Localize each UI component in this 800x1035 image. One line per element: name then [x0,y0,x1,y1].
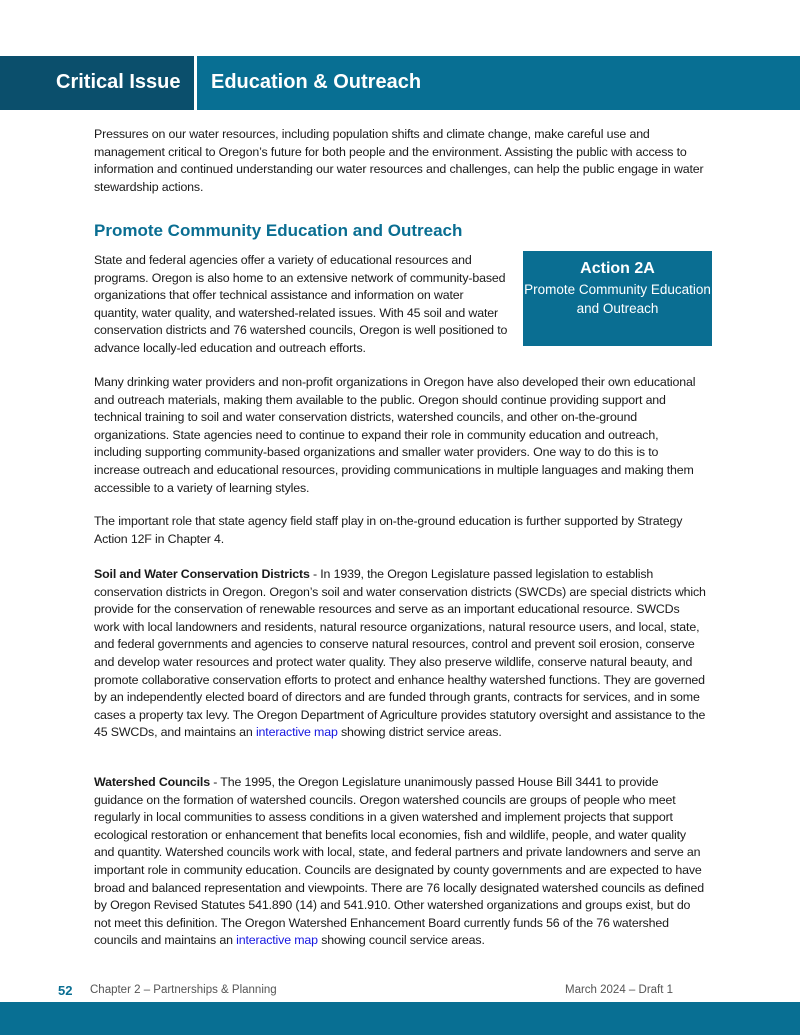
watershed-councils-paragraph [94,774,706,950]
header-label-box [0,56,194,110]
page-number: 52 [58,983,73,998]
paragraph-3: The important role that state agency field staff play in on-the-ground education is further supported by Strategy Action 12F in Chapter 4. [94,514,683,546]
swcd-body: - In 1939, the Oregon Legislature passed legislation to establish conservation districts in Oregon. Oregon’s soil and water conservation districts (SWCDs) are special districts which provide for the conservation of renewable resources and serve as an important educational resource. SWCDs work with local landowners and residents, natural resource organizations, natural resource users, and local, state, and federal governments and agencies to conserve natural resources, control and prevent soil erosion, conserve and develop water resources and protect water quality. They also preserve wildlife, conserve natural beauty, and promote collaborative conservation efforts to protect and enhance healthy watershed functions. They are governed by an independently elected board of directors and are funded through grants, contracts for services, and in some cases a property tax levy. The Oregon Department of Agriculture provides statutory oversight and assistance to the 45 SWCDs, and maintains an [94,567,706,740]
swcd-interactive-map-link[interactable]: interactive map [255,725,338,740]
swcd-term: Soil and Water Conservation Districts [94,567,310,581]
section-heading: Promote Community Education and Outreach [94,221,463,240]
wc-body: - The 1995, the Oregon Legislature unanimously passed House Bill 3441 to provide guidance on the formation of watershed councils. Oregon watershed councils are groups of people who meet regularly in local communities to assess conditions in a given watershed and implement projects that support ecological restoration or enhancement that benefits local economies, fish and wildlife, people, and water quality and quantity. Watershed councils work with local, state, and federal partners and private landowners and serve an important role in community education. Councils are designated by county governments and are expected to have broad and balanced representation and viewpoints. There are 76 locally designated watershed councils as defined by Oregon Revised Statutes 541.890 (14) and 541.910. Other watershed organizations and groups exist, but do not meet this definition. The Oregon Watershed Enhancement Board currently funds 56 of the 76 watershed councils and maintains an [94,775,704,948]
action-subtitle: Promote Community Education and Outreach [524,282,711,316]
swcd-paragraph [94,566,706,742]
paragraph-2: Many drinking water providers and non-profit organizations in Oregon have also developed their own educational and outreach materials, making them available to the public. Oregon should continue providing support and technical training to soil and water conservation districts, watershed councils, and other on-the-ground organizations. State agencies need to continue to expand their role in community education and outreach, including supporting community-based organizations and smaller water providers. One way to do this is to increase outreach and educational resources, providing communications in multiple languages and making them accessible to a variety of learning styles. [94,375,696,495]
footer-band [0,1002,800,1035]
action-title: Action 2A [580,260,655,277]
header-label: Critical Issue [56,71,181,93]
header-band [0,56,800,110]
footer-date: March 2024 – Draft 1 [565,984,674,996]
swcd-tail: showing district service areas. [337,725,502,740]
paragraph-1: State and federal agencies offer a variety of educational resources and programs. Oregon is also home to an extensive network of community-based organizations that offer technical assistance and information on water quantity, water quality, and watershed-related issues. With 45 soil and water conservation districts and 76 watershed councils, Oregon is well positioned to advance locally-led education and outreach efforts. [94,253,508,355]
intro-paragraph: Pressures on our water resources, including population shifts and climate change, make careful use and management critical to Oregon’s future for both people and the environment. Assisting the public with access to information and continued understanding our water resources and challenges, can help the public engage in water stewardship actions. [94,127,704,194]
action-callout [523,251,712,346]
wc-tail: showing council service areas. [317,933,485,948]
header-title-box [197,56,800,110]
wc-interactive-map-link[interactable]: interactive map [236,933,318,948]
wc-term: Watershed Councils [94,775,210,789]
header-title: Education & Outreach [211,71,422,93]
footer-chapter: Chapter 2 – Partnerships & Planning [90,984,277,996]
